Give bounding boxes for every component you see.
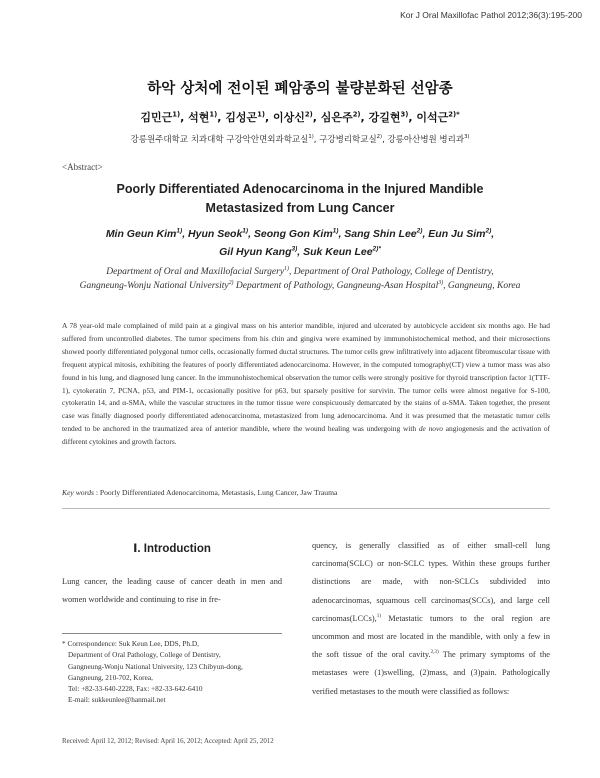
correspondence-line: Gangneung, 210-702, Korea, [68,672,153,682]
korean-title: 하악 상처에 전이된 폐암종의 불량분화된 선암종 [147,81,453,97]
correspondence-block [62,633,282,706]
correspondence-line: * Correspondence: Suk Keun Lee, DDS, Ph.D, [62,639,199,648]
correspondence-line: Department of Oral Pathology, College of Dentistry, [68,650,221,660]
abstract-body: A 78 year-old male complained of mild pain at a gingival mass on his anterior mandible, injured and ulcerated by autobicycle accident six months ago. He had suffered from uncontrolled diabetes. The tumor specimens from his chin and gingiva were examined by immunohistochemical method, and their microsections showed poorly differentiated polygonal tumor cells, occasionally formed ductal structures. The tumor cells grew infiltratively into adjacent fibromuscular tissue with frequent atypical mitosis, exhibiting the features of poorly differentiated adenocarcinoma. However, in the computed tomography(CT) view a tumor mass was also found in his lung, and diagnosed lung cancer. In the immunohistochemical observation the tumor cells were strongly positive for thyroid transcription factor 1(TTF-1), cytokeratin 7, PCNA, p53, and PIM-1, occasionally positive for p63, but sparsely positive for survivin. The tumor cells were almost negative for S-100, cytokeratin 14, and α-SMA, while the vascular structures in the tumor tissue were conspicuously demarcated by the stains of α-SMA. Taken together, the present case was finally diagnosed poorly differentiated adenocarcinoma, metastasized from lung adenocarcinoma. And it was presumed that the metastatic tumor cells tended to be anchored in the traumatized area of anterior mandible, where the wound healing was undergoing with de novo angiogenesis and the activation of different cytokines and growth factors. [62,321,550,447]
correspondence-email: E-mail: sukkeunlee@hanmail.net [68,695,166,705]
keywords-text: : Poorly Differentiated Adenocarcinoma, Metastasis, Lung Cancer, Jaw Trauma [94,488,338,497]
korean-author: 김민근$^{1)}$ [140,110,181,124]
keywords-label: Key words [62,488,94,497]
intro-paragraph: Lung cancer, the leading cause of cancer death in men and women worldwide and continuing to rise in fre- [62,577,282,604]
correspondence-line: Gangneung-Wonju National University, 123 Chibyun-dong, [68,661,243,671]
english-authors-line-2: Gil Hyun Kang$^{3)}$, Suk Keun Lee$^{2)*}$ [219,245,381,258]
english-affiliation: Department of Oral and Maxillofacial Surgery$^{1)}$, Department of Oral Pathology, College of Dentistry, Gangneung-Wonju National University$^{2)}$ Department of Pathology, Gangneung-Asan Hospital$^{3)}$, Gangneung, Korea [79,265,521,291]
korean-author: 강길현$^{3)}$ [368,110,409,124]
english-title-line-1: Poorly Differentiated Adenocarcinoma in the Injured Mandible [116,182,484,196]
divider [62,508,550,509]
korean-author: 김성곤$^{1)}$ [225,110,266,124]
korean-affiliations: 강릉원주대학교 치과대학 구강악안면외과학교실$^{1)}$, 구강병리학교실$^{2)}$, 강릉아산병원 병리과$^{3)}$ [130,134,470,145]
correspondence-line: Tel: +82-33-640-2228, Fax: +82-33-642-6410 [68,684,203,694]
journal-header: Kor J Oral Maxillofac Pathol 2012;36(3):195-200 [400,10,582,20]
korean-author: 심은주$^{2)}$ [320,110,361,124]
section-heading: Ⅰ. Introduction [133,543,211,555]
received-dates: Received: April 12, 2012; Revised: April 16, 2012; Accepted: April 25, 2012 [62,738,274,745]
korean-author: 석현$^{1)}$ [188,110,218,124]
keywords [62,488,550,497]
korean-authors: 김민근$^{1)}$, 석현$^{1)}$, 김성곤$^{1)}$, 이상신$^{2)}$, 심은주$^{2)}$, 강길현$^{3)}$, 이석근$^{2)*}$ [140,110,460,124]
english-title [0,180,600,218]
korean-author: 이상신$^{2)}$ [273,110,313,124]
abstract-tag: <Abstract> [62,162,103,172]
abstract-italic-term: de novo [418,424,443,434]
korean-author: 이석근$^{2)*}$ [416,110,460,124]
english-authors-line-1: Min Geun Kim$^{1)}$, Hyun Seok$^{1)}$, Seong Gon Kim$^{1)}$, Sang Shin Lee$^{2)}$, Eun Ju Sim$^{2)}$, [105,227,495,240]
english-title-line-2: Metastasized from Lung Cancer [205,201,395,215]
right-column-text: quency, is generally classified as of either small-cell lung carcinoma(SCLC) or non-SCLC types. Within these groups further distinctions are made, with non-SCLCs subdivided into adenocarcinomas, squamous cell carcinomas(SCCs), and large cell carcinomas(LCCs),$^{1)}$ Metastatic tumors to the oral region are uncommon and most are located in the mandible, with only a few in the soft tissue of the oral cavity.$^{2,3)}$ The primary symptoms of the metastases were (1)swelling, (2)mass, and (3)pain. Pathologically verified metastases to the mouth were classified as follows: [312,541,550,696]
english-authors [0,225,600,261]
